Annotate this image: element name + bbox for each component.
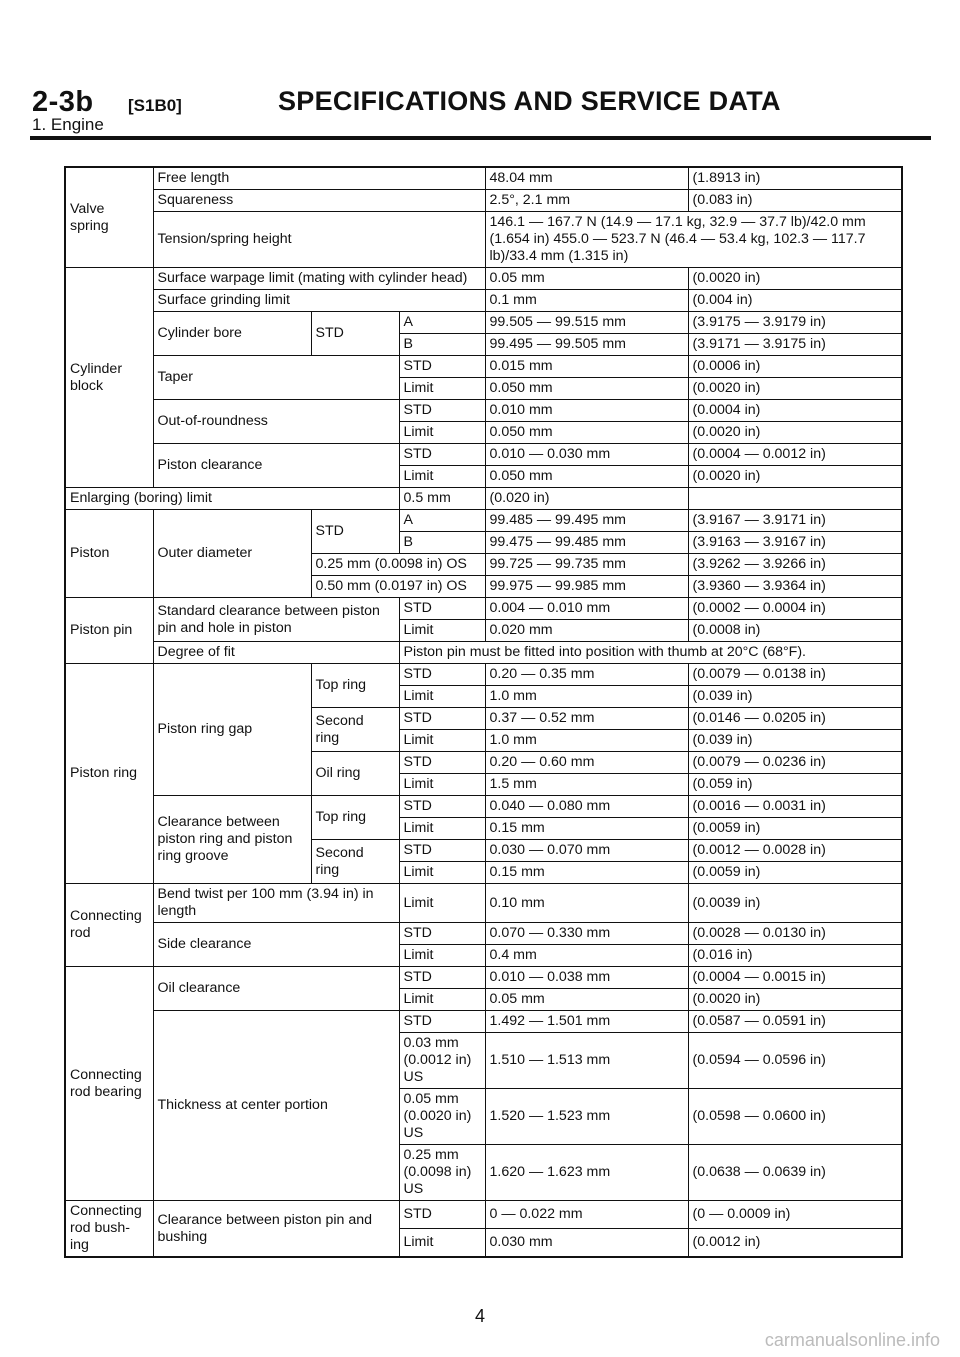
table-row: Limit 0.15 mm (0.0059 in) (65, 862, 902, 884)
table-row: Clearance between piston ring and piston ring groove Top ring STD 0.040 — 0.080 mm (0.0016 — 0.0031 in) (65, 796, 902, 818)
page-title: SPECIFICATIONS AND SERVICE DATA (278, 86, 781, 116)
table-row: Side clearance STD 0.070 — 0.330 mm (0.0028 — 0.0130 in) (65, 923, 902, 945)
table-row: Limit 0.15 mm (0.0059 in) (65, 818, 902, 840)
table-row: Valve spring Free length 48.04 mm (1.8913 in) (65, 167, 902, 190)
table-row: Piston Outer diameter STD A 99.485 — 99.495 mm (3.9167 — 3.9171 in) (65, 510, 902, 532)
table-row: Degree of fit Piston pin must be fitted into position with thumb at 20°C (68°F). (65, 642, 902, 664)
table-row: Limit 0.020 mm (0.0008 in) (65, 620, 902, 642)
page-subtitle: 1. Engine (32, 115, 104, 134)
table-row: Thickness at center portion STD 1.492 — 1.501 mm (0.0587 — 0.0591 in) (65, 1011, 902, 1033)
group-label: Piston (65, 510, 153, 598)
table-row: 0.25 mm (0.0098 in) US 1.620 — 1.623 mm (0.0638 — 0.0639 in) (65, 1145, 902, 1201)
table-row: Cylinder block Surface warpage limit (mating with cylinder head) 0.05 mm (0.0020 in) (65, 268, 902, 290)
group-label: Piston pin (65, 598, 153, 664)
header-rule (30, 136, 931, 140)
table-row: 0.25 mm (0.0098 in) OS 99.725 — 99.735 mm (3.9262 — 3.9266 in) (65, 554, 902, 576)
table-row: Tension/spring height 146.1 — 167.7 N (14.9 — 17.1 kg, 32.9 — 37.7 lb)/42.0 mm (1.654 in) 455.0 — 523.7 N (46.4 — 53.4 kg, 102.3 — 117.7 lb)/33.4 mm (1.315 in) (65, 212, 902, 268)
group-label: Connecting rod (65, 884, 153, 967)
table-row: Limit 0.05 mm (0.0020 in) (65, 989, 902, 1011)
group-label: Valve spring (65, 167, 153, 268)
table-row: B 99.495 — 99.505 mm (3.9171 — 3.9175 in) (65, 334, 902, 356)
table-row: Connecting rod bearing Oil clearance STD 0.010 — 0.038 mm (0.0004 — 0.0015 in) (65, 967, 902, 989)
group-label: Cylinder block (65, 268, 153, 488)
page-number: 4 (474, 1306, 485, 1326)
table-row: Limit 1.5 mm (0.059 in) (65, 774, 902, 796)
table-row: 0.50 mm (0.0197 in) OS 99.975 — 99.985 mm (3.9360 — 3.9364 in) (65, 576, 902, 598)
table-row: Limit 0.050 mm (0.0020 in) (65, 378, 902, 400)
table-row: Oil ring STD 0.20 — 0.60 mm (0.0079 — 0.0236 in) (65, 752, 902, 774)
enlarging-label: Enlarging (boring) limit (65, 488, 399, 510)
table-row: Squareness 2.5°, 2.1 mm (0.083 in) (65, 190, 902, 212)
table-row: Limit 0.050 mm (0.0020 in) (65, 466, 902, 488)
table-row: Surface grinding limit 0.1 mm (0.004 in) (65, 290, 902, 312)
table-row: B 99.475 — 99.485 mm (3.9163 — 3.9167 in) (65, 532, 902, 554)
table-row: 0.05 mm (0.0020 in) US 1.520 — 1.523 mm (0.0598 — 0.0600 in) (65, 1089, 902, 1145)
table-row: Piston ring Piston ring gap Top ring STD 0.20 — 0.35 mm (0.0079 — 0.0138 in) (65, 664, 902, 686)
section-code: [S1B0] (128, 96, 182, 115)
table-row: Connecting rod Bend twist per 100 mm (3.94 in) in length Limit 0.10 mm (0.0039 in) (65, 884, 902, 923)
table-row: Limit 1.0 mm (0.039 in) (65, 686, 902, 708)
table-row: Out-of-roundness STD 0.010 mm (0.0004 in) (65, 400, 902, 422)
group-label: Connecting rod bush- ing (65, 1201, 153, 1258)
table-row: Connecting rod bush- ing Clearance between piston pin and bushing STD 0 — 0.022 mm (0 — 0.0009 in) (65, 1201, 902, 1229)
table-row: Second ring STD 0.030 — 0.070 mm (0.0012 — 0.0028 in) (65, 840, 902, 862)
table-row: Taper STD 0.015 mm (0.0006 in) (65, 356, 902, 378)
table-row: Limit 0.030 mm (0.0012 in) (65, 1228, 902, 1257)
table-row: 0.03 mm (0.0012 in) US 1.510 — 1.513 mm (0.0594 — 0.0596 in) (65, 1033, 902, 1089)
enlarging-in: (0.020 in) (485, 488, 688, 510)
table-row: Second ring STD 0.37 — 0.52 mm (0.0146 — 0.0205 in) (65, 708, 902, 730)
table-row: Limit 0.4 mm (0.016 in) (65, 945, 902, 967)
group-label: Piston ring (65, 664, 153, 884)
table-row: Piston clearance STD 0.010 — 0.030 mm (0.0004 — 0.0012 in) (65, 444, 902, 466)
table-row: Cylinder bore STD A 99.505 — 99.515 mm (3.9175 — 3.9179 in) (65, 312, 902, 334)
enlarging-mm: 0.5 mm (399, 488, 485, 510)
watermark: carmanualsonline.info (764, 1330, 940, 1350)
table-row: Piston pin Standard clearance between piston pin and hole in piston STD 0.004 — 0.010 mm (0.0002 — 0.0004 in) (65, 598, 902, 620)
section-number: 2-3b (32, 86, 94, 118)
table-row: Limit 1.0 mm (0.039 in) (65, 730, 902, 752)
spec-table (64, 166, 903, 1258)
group-label: Connecting rod bearing (65, 967, 153, 1201)
table-row: Limit 0.050 mm (0.0020 in) (65, 422, 902, 444)
table-row (65, 488, 902, 510)
